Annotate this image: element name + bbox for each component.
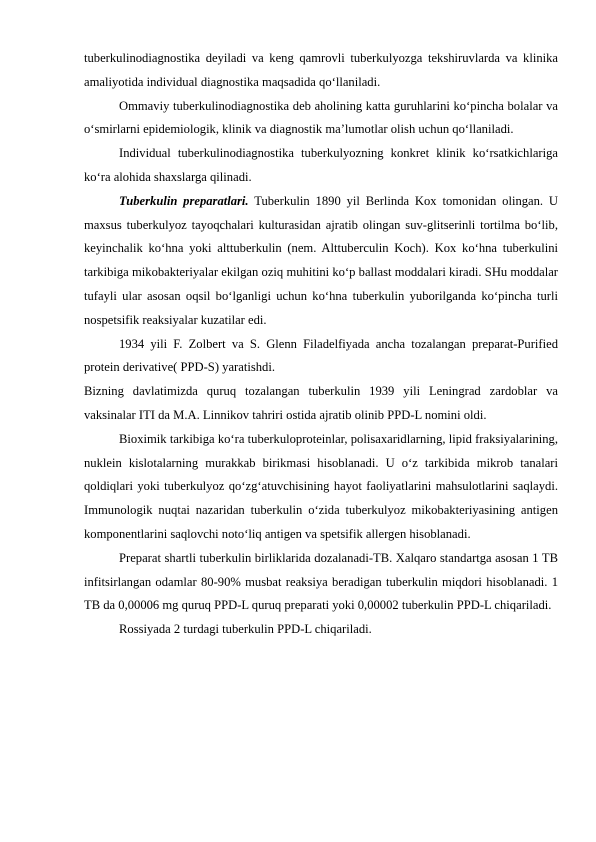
section-heading: Tuberkulin preparatlari.: [119, 193, 249, 208]
paragraph-individual-diagnostics: Individual tuberkulinodiagnostika tuberkulyozning konkret klinik ko‘rsatkichlariga ko‘ra alohida shaxslarga qilinadi.: [84, 146, 558, 184]
paragraph-dosage: Preparat shartli tuberkulin birliklarida dozalanadi-TB. Xalqaro standartga asosan 1 TB infitsirlangan odamlar 80-90% musbat reaksiya beradigan tuberkulin miqdori hisoblanadi. 1 TB da 0,00006 mg quruq PPD-L quruq preparati yoki 0,00002 tuberkulin PPD-L chiqariladi.: [84, 550, 558, 613]
paragraph-continuation: tuberkulinodiagnostika deyiladi va keng qamrovli tuberkulyozga tekshiruvlarda va klinika amaliyotida individual diagnostika maqsadida qo‘llaniladi.: [84, 51, 558, 89]
paragraph-ppd-s: 1934 yili F. Zolbert va S. Glenn Filadelfiyada ancha tozalangan preparat-Purified protein derivative( PPD-S) yaratishdi.: [84, 336, 558, 375]
paragraph-mass-diagnostics: Ommaviy tuberkulinodiagnostika deb aholining katta guruhlarini ko‘pincha bolalar va o‘smirlarni epidemiologik, klinik va diagnostik ma’lumotlar olish uchun qo‘llaniladi.: [84, 98, 558, 137]
paragraph-tuberculin-preparations: [84, 190, 558, 333]
paragraph-body: Tuberkulin 1890 yil Berlinda Kox tomonidan olingan. U maxsus tuberkulyoz tayoqchalari kulturasidan ajratib olingan suv-glitserinli tortilma bo‘lib, keyinchalik ko‘hna yoki alttuberkulin (nem. Alttuberculin Koch). Kox ko‘hna tuberkulini tarkibiga mikobakteriyalar ekilgan oziq muhitini ko‘p ballast moddalari kiradi. SHu moddalar tufayli ular asosan oqsil bo‘lganligi uchun ko‘hna tuberkulin yuborilganda ko‘pincha turli nospetsifik reaksiyalar kuzatilar edi.: [84, 193, 559, 327]
paragraph-russia: Rossiyada 2 turdagi tuberkulin PPD-L chiqariladi.: [119, 622, 372, 637]
paragraph-biochemical: Bioximik tarkibiga ko‘ra tuberkuloproteinlar, polisaxaridlarning, lipid fraksiyalarining, nuklein kislotalarning murakkab birikmasi hisoblanadi. U o‘z tarkibida mikrob tanalari qoldiqlari yoki tuberkulyoz qo‘zg‘atuvchisining hayot faoliyatlarini mahsulotlarini saqlaydi. Immunologik nuqtai nazaridan tuberkulin o‘zida tuberkulyoz mikobakteriyasining antigen komponentlarini saqlovchi noto‘liq antigen va spetsifik allergen hisoblanadi.: [84, 431, 558, 541]
document-page: [84, 47, 558, 642]
paragraph-ppd-l: Bizning davlatimizda quruq tozalangan tuberkulin 1939 yili Leningrad zardoblar va vaksinalar ITI da M.A. Linnikov tahriri ostida ajratib olinib PPD-L nomini oldi.: [84, 384, 558, 422]
